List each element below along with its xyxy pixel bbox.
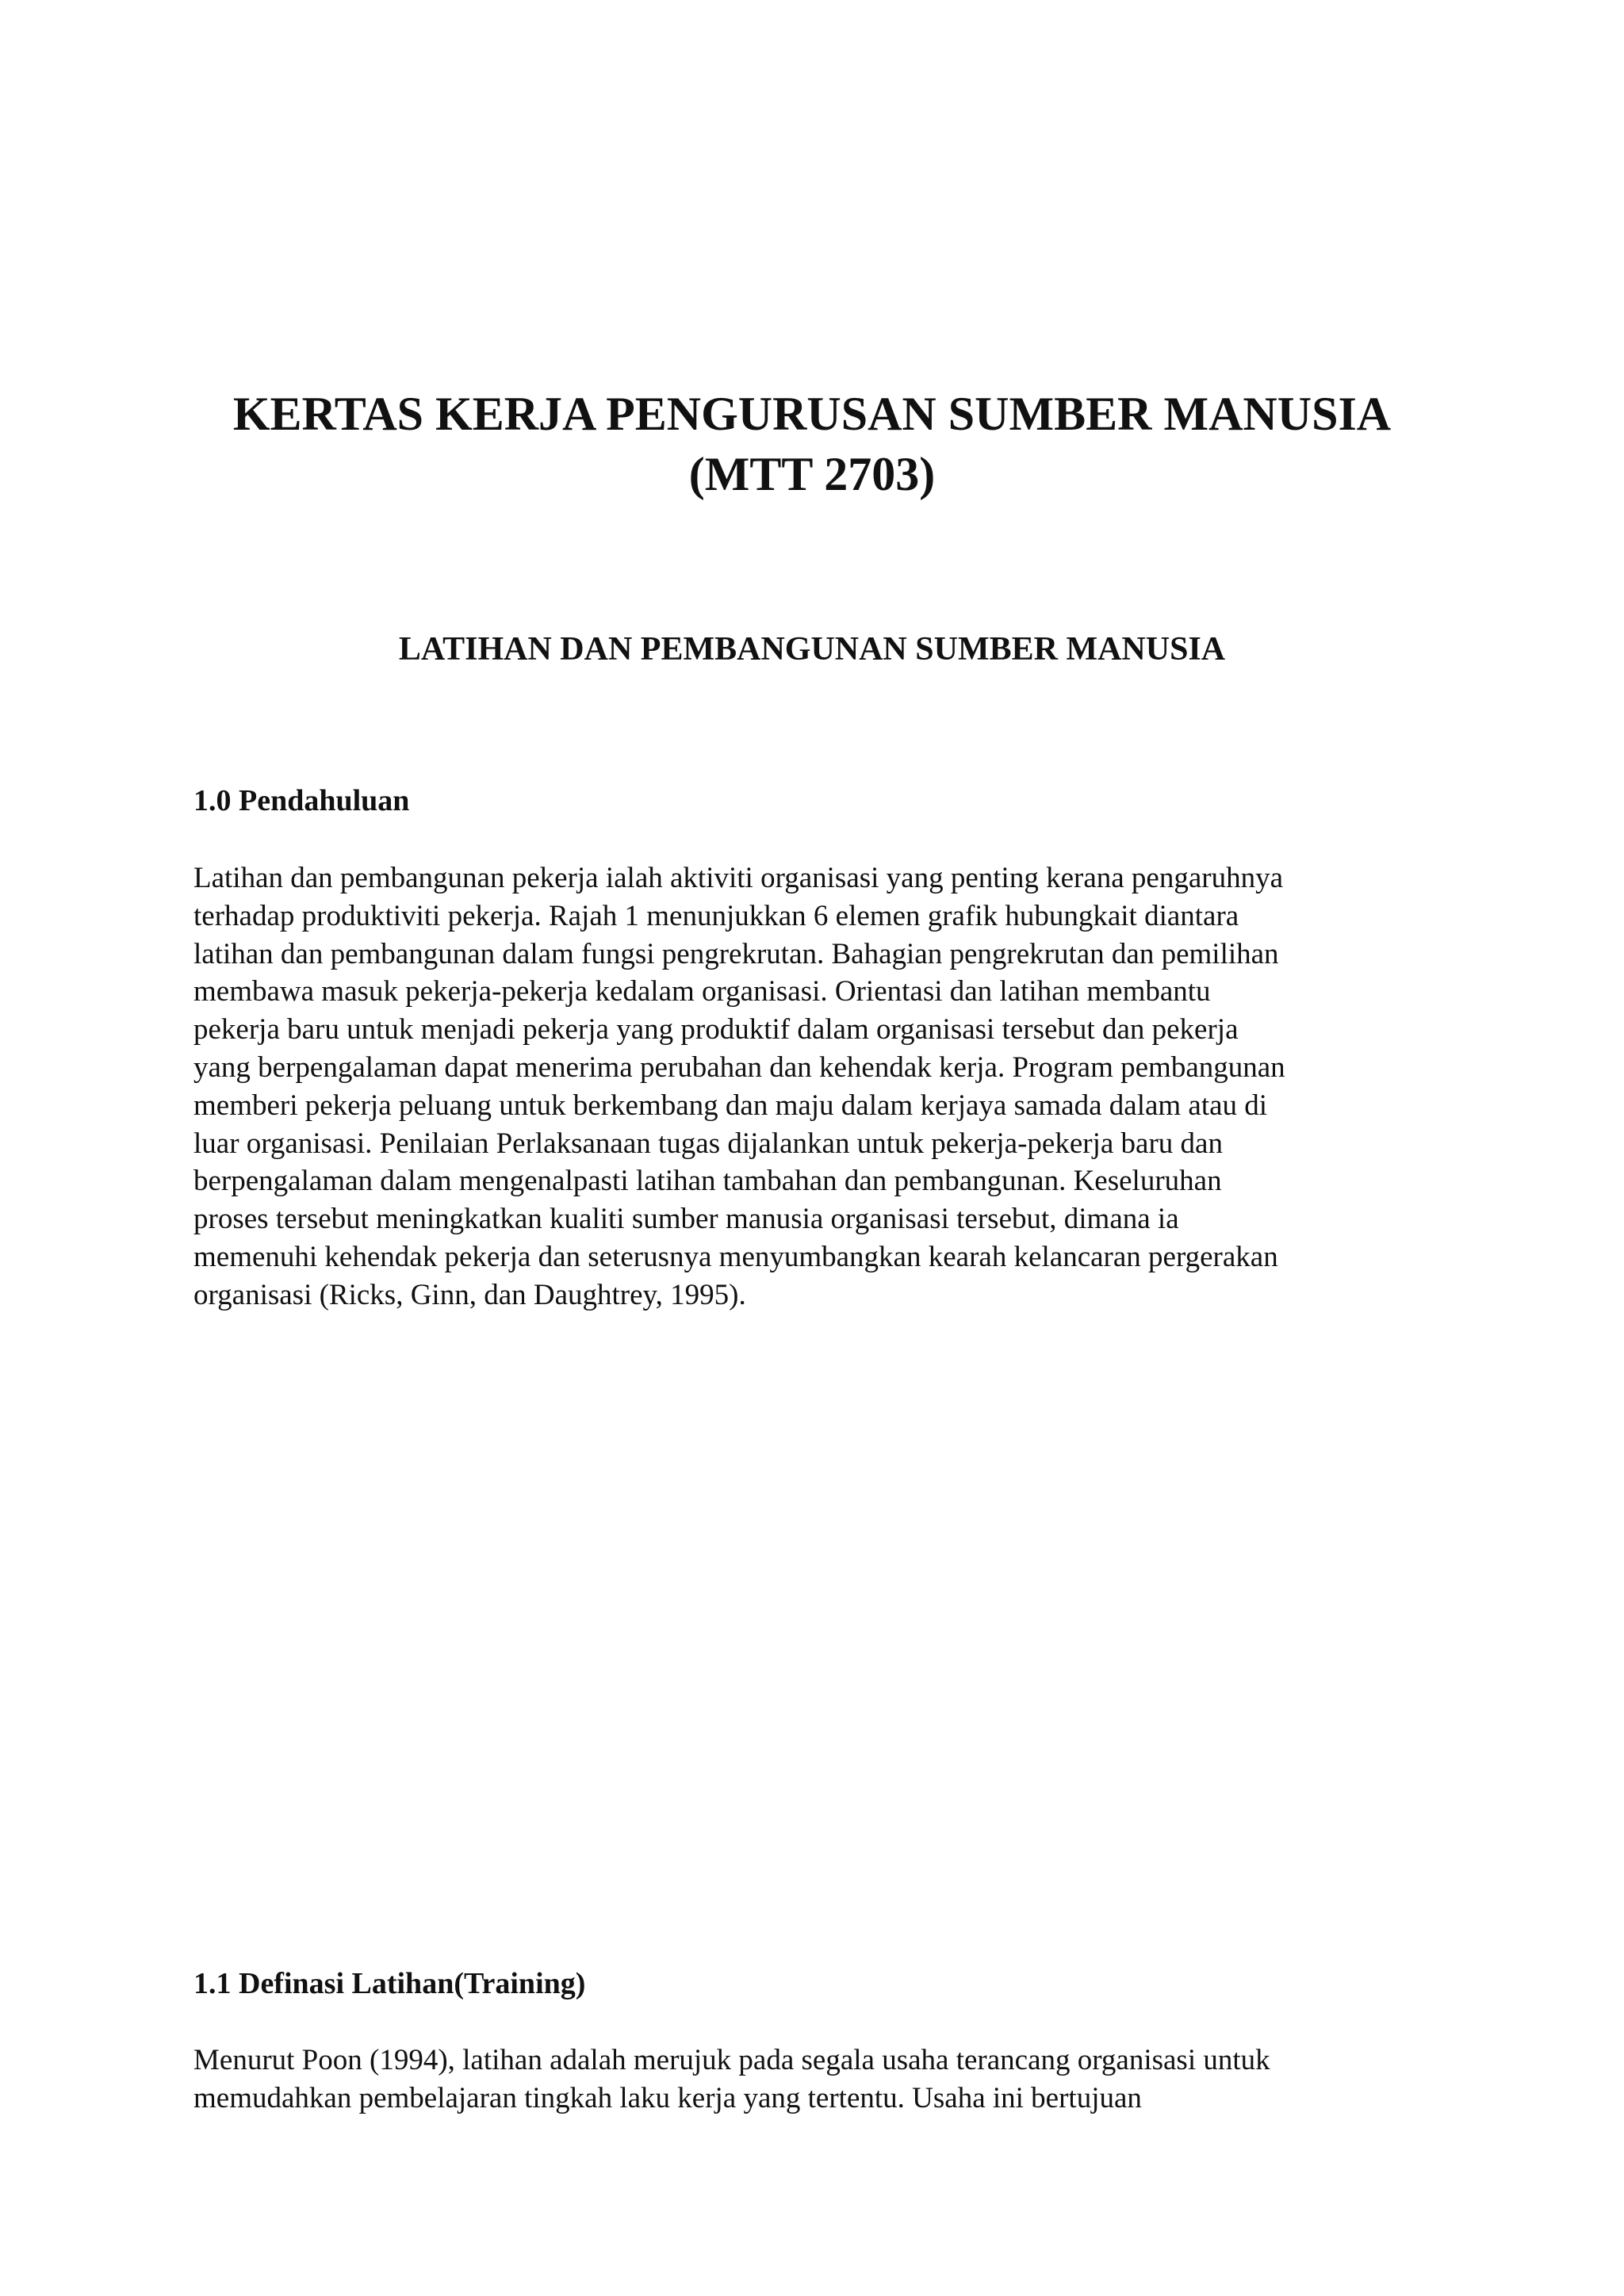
paragraph-line: terhadap produktiviti pekerja. Rajah 1 menunjukkan 6 elemen grafik hubungkait diantara bbox=[193, 899, 1239, 932]
paragraph-line: memudahkan pembelajaran tingkah laku kerja yang tertentu. Usaha ini bertujuan bbox=[193, 2081, 1142, 2114]
section-paragraph-definasi-latihan bbox=[193, 2042, 1462, 2118]
paragraph-line: organisasi (Ricks, Ginn, dan Daughtrey, 1995). bbox=[193, 1278, 746, 1311]
paragraph-line: berpengalaman dalam mengenalpasti latihan tambahan dan pembangunan. Keseluruhan bbox=[193, 1165, 1222, 1198]
course-code: (MTT 2703) bbox=[688, 448, 936, 500]
paragraph-line: pekerja baru untuk menjadi pekerja yang produktif dalam organisasi tersebut dan pekerja bbox=[193, 1013, 1239, 1047]
paragraph-line: Latihan dan pembangunan pekerja ialah aktiviti organisasi yang penting kerana pengaruhnya bbox=[193, 862, 1284, 894]
section-heading-definasi-latihan: 1.1 Definasi Latihan(Training) bbox=[193, 1967, 586, 2000]
section-heading-pendahuluan: 1.0 Pendahuluan bbox=[193, 784, 410, 817]
paragraph-line: proses tersebut meningkatkan kualiti sumber manusia organisasi tersebut, dimana ia bbox=[193, 1203, 1179, 1236]
paragraph-line: Menurut Poon (1994), latihan adalah merujuk pada segala usaha terancang organisasi untuk bbox=[193, 2044, 1270, 2076]
section-paragraph-pendahuluan bbox=[193, 859, 1462, 1314]
document-subtitle: LATIHAN DAN PEMBANGUNAN SUMBER MANUSIA bbox=[398, 631, 1226, 668]
document-title: KERTAS KERJA PENGURUSAN SUMBER MANUSIA bbox=[232, 388, 1392, 440]
paragraph-line: memberi pekerja peluang untuk berkembang dan maju dalam kerjaya samada dalam atau di bbox=[193, 1089, 1268, 1122]
paragraph-line: luar organisasi. Penilaian Perlaksanaan tugas dijalankan untuk pekerja-pekerja baru dan bbox=[193, 1127, 1223, 1160]
paragraph-line: latihan dan pembangunan dalam fungsi pengrekrutan. Bahagian pengrekrutan dan pemilihan bbox=[193, 937, 1279, 970]
paragraph-line: memenuhi kehendak pekerja dan seterusnya menyumbangkan kearah kelancaran pergerakan bbox=[193, 1240, 1278, 1273]
paragraph-line: membawa masuk pekerja-pekerja kedalam organisasi. Orientasi dan latihan membantu bbox=[193, 975, 1211, 1008]
paragraph-line: yang berpengalaman dapat menerima perubahan dan kehendak kerja. Program pembangunan bbox=[193, 1050, 1285, 1084]
